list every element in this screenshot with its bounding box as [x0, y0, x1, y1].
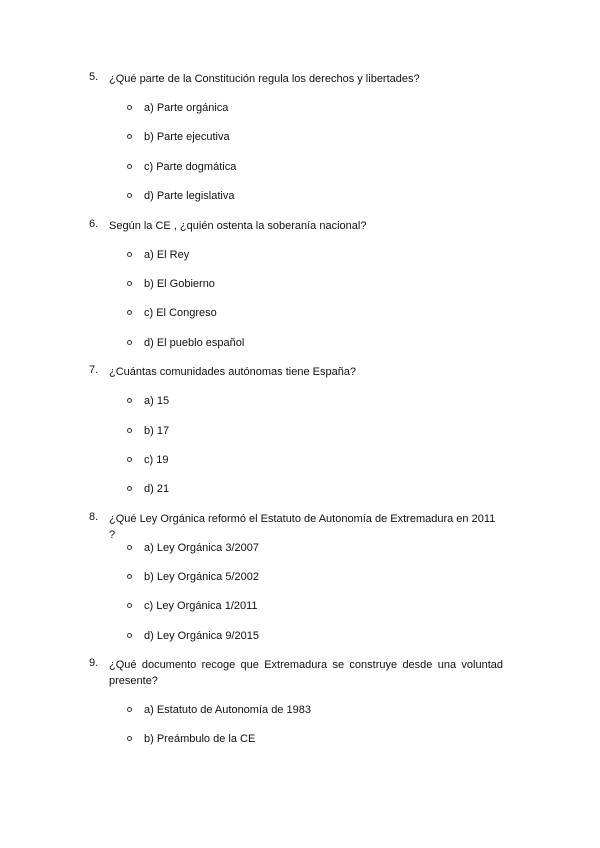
- bullet-circle-icon: [127, 486, 132, 491]
- question-text: ¿Qué parte de la Constitución regula los derechos y libertades?: [109, 73, 420, 85]
- question-number: 7.: [89, 364, 99, 376]
- question-number: 6.: [89, 218, 99, 230]
- question-text: Según la CE , ¿quién ostenta la soberanía nacional?: [109, 220, 367, 232]
- option-text: c) 19: [144, 454, 169, 466]
- option-text: c) Parte dogmática: [144, 161, 237, 173]
- bullet-circle-icon: [127, 574, 132, 579]
- bullet-circle-icon: [127, 252, 132, 257]
- question-text: ¿Cuántas comunidades autónomas tiene España?: [109, 366, 357, 378]
- bullet-circle-icon: [127, 193, 132, 198]
- question-text: ¿Qué documento recoge que Extremadura se construye desde una voluntad presente?: [109, 659, 503, 687]
- bullet-circle-icon: [127, 736, 132, 741]
- bullet-circle-icon: [127, 164, 132, 169]
- question-number: 8.: [89, 511, 99, 523]
- option-text: a) Ley Orgánica 3/2007: [144, 542, 259, 554]
- option-text: d) Parte legislativa: [144, 190, 235, 202]
- bullet-circle-icon: [127, 281, 132, 286]
- option-text: b) Preámbulo de la CE: [144, 733, 256, 745]
- option-text: b) Ley Orgánica 5/2002: [144, 571, 259, 583]
- bullet-circle-icon: [127, 310, 132, 315]
- bullet-circle-icon: [127, 428, 132, 433]
- bullet-circle-icon: [127, 105, 132, 110]
- option-text: a) Parte orgánica: [144, 102, 229, 114]
- bullet-circle-icon: [127, 603, 132, 608]
- option-text: b) 17: [144, 425, 170, 437]
- option-text: a) Estatuto de Autonomía de 1983: [144, 704, 311, 716]
- question-number: 9.: [89, 657, 99, 669]
- option-text: c) Ley Orgánica 1/2011: [144, 600, 258, 612]
- bullet-circle-icon: [127, 633, 132, 638]
- question-number: 5.: [89, 71, 99, 83]
- bullet-circle-icon: [127, 545, 132, 550]
- option-text: b) El Gobierno: [144, 278, 215, 290]
- bullet-circle-icon: [127, 457, 132, 462]
- option-text: b) Parte ejecutiva: [144, 131, 230, 143]
- option-text: d) El pueblo español: [144, 337, 245, 349]
- option-text: a) El Rey: [144, 249, 190, 261]
- bullet-circle-icon: [127, 340, 132, 345]
- option-text: a) 15: [144, 395, 170, 407]
- bullet-circle-icon: [127, 398, 132, 403]
- bullet-circle-icon: [127, 707, 132, 712]
- bullet-circle-icon: [127, 134, 132, 139]
- option-text: c) El Congreso: [144, 307, 217, 319]
- option-text: d) 21: [144, 483, 170, 495]
- question-text: ¿Qué Ley Orgánica reformó el Estatuto de Autonomía de Extremadura en 2011 ?: [109, 513, 496, 541]
- option-text: d) Ley Orgánica 9/2015: [144, 630, 259, 642]
